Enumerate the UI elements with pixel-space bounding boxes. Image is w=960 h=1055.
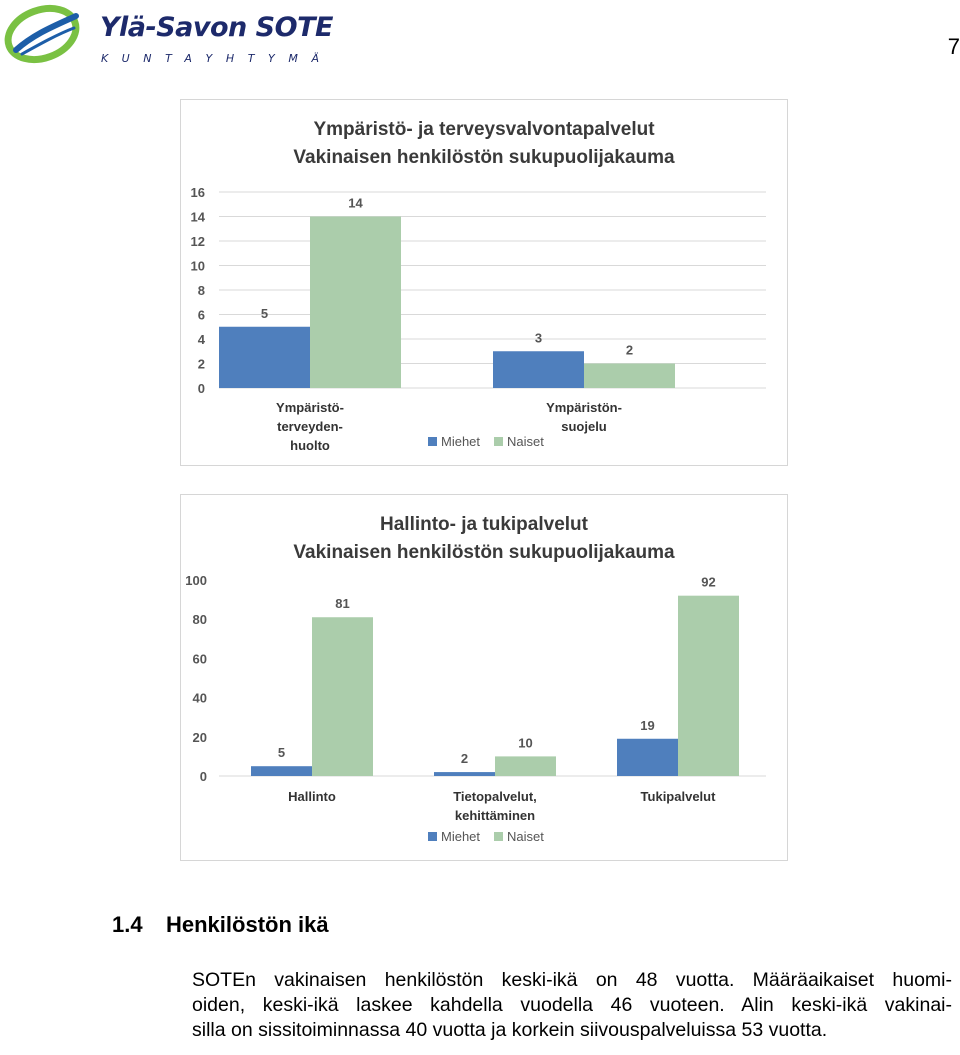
data-label: 92 xyxy=(701,574,716,590)
bar-miehet xyxy=(219,327,310,388)
y-tick-label: 80 xyxy=(192,612,207,628)
chart-title: Hallinto- ja tukipalvelut xyxy=(380,514,588,535)
bar-miehet xyxy=(493,351,584,388)
bar-miehet xyxy=(251,766,312,776)
chart-svg xyxy=(181,495,787,860)
page-number: 7 xyxy=(947,34,960,59)
bar-naiset xyxy=(495,756,556,776)
y-tick-label: 2 xyxy=(197,356,205,372)
legend-label: Miehet xyxy=(441,434,481,449)
data-label: 14 xyxy=(348,195,363,211)
chart-environmental-health xyxy=(180,99,788,466)
data-label: 10 xyxy=(518,735,533,751)
category-label: terveyden- xyxy=(277,419,343,434)
y-tick-label: 60 xyxy=(192,651,207,667)
y-tick-label: 16 xyxy=(190,185,205,200)
bar-naiset xyxy=(312,617,373,776)
paragraph-line: oiden, keski-ikä laskee kahdella vuodella 46 vuoteen. Alin keski-ikä vakinai- xyxy=(192,994,952,1016)
legend-swatch-naiset xyxy=(494,832,503,841)
category-label: Tukipalvelut xyxy=(640,789,716,804)
legend-label: Miehet xyxy=(441,829,481,844)
y-tick-label: 10 xyxy=(190,258,205,274)
category-label: Ympäristö- xyxy=(276,400,344,415)
y-tick-label: 8 xyxy=(197,283,205,298)
legend-label: Naiset xyxy=(507,434,544,449)
section-heading xyxy=(112,912,329,938)
section-title: Henkilöstön ikä xyxy=(166,912,329,937)
data-label: 3 xyxy=(534,330,543,346)
category-label: suojelu xyxy=(561,419,607,434)
data-label: 19 xyxy=(640,717,655,733)
category-label: Tietopalvelut, xyxy=(453,789,537,804)
logo-subtitle: KUNTAYHTYMÄ xyxy=(101,52,333,65)
category-label: Ympäristön- xyxy=(546,400,622,415)
bar-naiset xyxy=(584,364,675,389)
logo xyxy=(4,4,334,68)
data-label: 2 xyxy=(460,751,469,767)
bar-naiset xyxy=(678,596,739,776)
chart-administration-support xyxy=(180,494,788,861)
legend-swatch-miehet xyxy=(428,437,437,446)
paragraph-line: SOTEn vakinaisen henkilöstön keski-ikä on 48 vuotta. Määräaikaiset huomi- xyxy=(192,969,952,991)
section-number: 1.4 xyxy=(112,912,143,937)
chart-title: Vakinaisen henkilöstön sukupuolijakauma xyxy=(293,147,675,168)
y-tick-label: 40 xyxy=(192,690,207,706)
data-label: 5 xyxy=(260,305,269,321)
data-label: 81 xyxy=(335,596,350,612)
category-label: kehittäminen xyxy=(454,808,536,823)
y-tick-label: 12 xyxy=(190,234,205,249)
y-tick-label: 0 xyxy=(199,769,207,784)
legend-swatch-miehet xyxy=(428,832,437,841)
y-tick-label: 14 xyxy=(190,209,205,225)
category-label: huolto xyxy=(290,438,330,453)
data-label: 5 xyxy=(277,745,286,761)
y-tick-label: 6 xyxy=(197,307,205,323)
y-tick-label: 100 xyxy=(185,573,207,588)
bar-naiset xyxy=(310,217,401,389)
chart-title: Vakinaisen henkilöstön sukupuolijakauma xyxy=(293,542,675,563)
chart-title: Ympäristö- ja terveysvalvontapalvelut xyxy=(313,119,655,140)
bar-miehet xyxy=(434,772,495,776)
y-tick-label: 0 xyxy=(197,381,205,396)
y-tick-label: 4 xyxy=(197,332,205,347)
chart-svg xyxy=(181,100,787,465)
legend-label: Naiset xyxy=(507,829,544,844)
category-label: Hallinto xyxy=(288,789,336,804)
data-label: 2 xyxy=(625,342,634,358)
y-tick-label: 20 xyxy=(192,729,207,745)
body-paragraph xyxy=(192,968,952,1043)
legend-swatch-naiset xyxy=(494,437,503,446)
logo-name: Ylä-Savon SOTE xyxy=(100,12,333,43)
logo-swoosh-icon xyxy=(4,4,84,68)
bar-miehet xyxy=(617,739,678,776)
paragraph-line: silla on sissitoiminnassa 40 vuotta ja korkein siivouspalveluissa 53 vuotta. xyxy=(192,1019,828,1041)
